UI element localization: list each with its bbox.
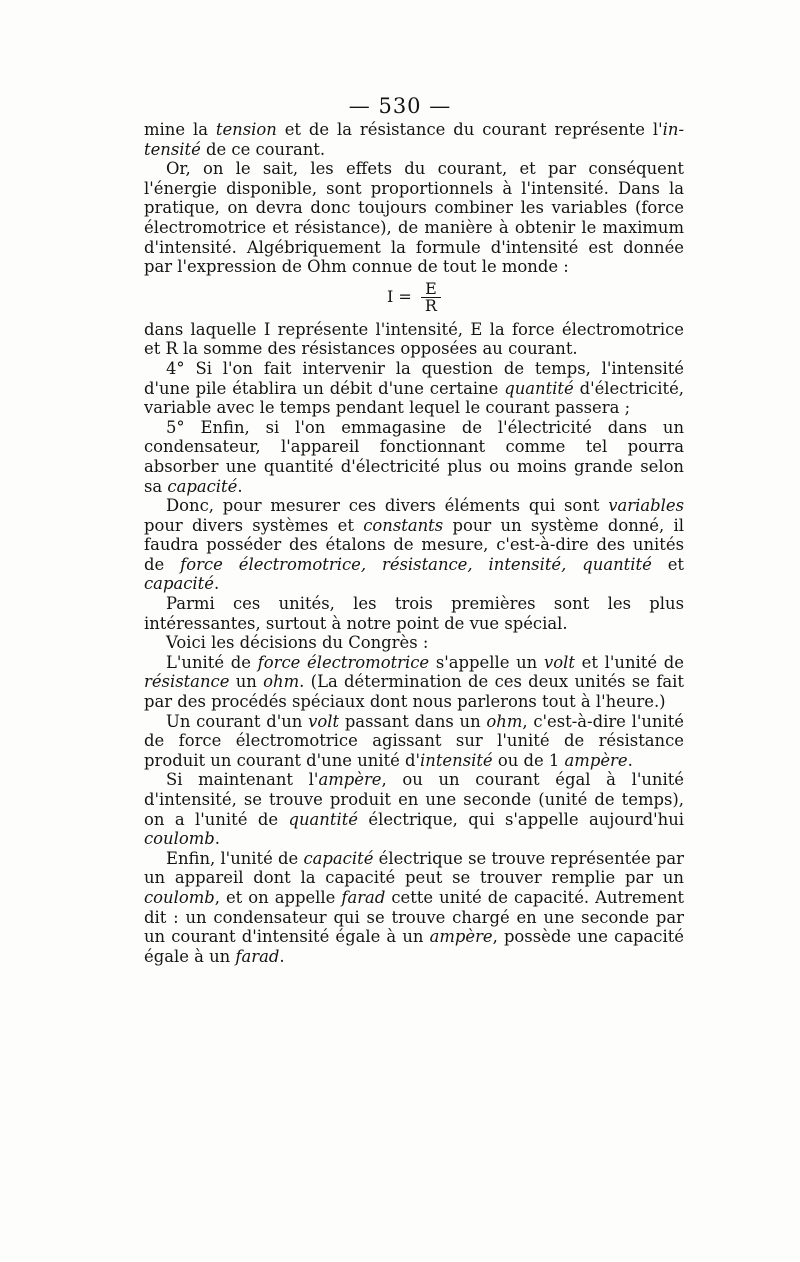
text-run: . (La détermination de ces deux unités se fait par des procédés spéciaux dont nous parlerons tout à l'heure.) bbox=[144, 672, 684, 712]
paragraph-p1 bbox=[144, 120, 684, 159]
text-run: Voici les décisions du Congrès : bbox=[166, 633, 429, 653]
italic-term: résistance bbox=[144, 672, 230, 692]
text-run: Si maintenant l' bbox=[166, 770, 319, 790]
page-body bbox=[144, 120, 684, 966]
paragraph-p10 bbox=[144, 712, 684, 771]
text-run: . bbox=[237, 476, 243, 496]
text-run: , et on appelle bbox=[214, 887, 342, 907]
text-run: . bbox=[213, 574, 220, 594]
text-run: 5° Enfin, si l'on emmagasine de l'électricité dans un condensateur, l'appareil fonctionnant comme tel pourra absorber une quantité d'électricité plus ou moins grande selon sa bbox=[144, 417, 684, 496]
text-run: L'unité de bbox=[166, 652, 258, 672]
italic-term: constants bbox=[363, 515, 444, 535]
italic-term: force électromotrice, résistance, intensité, quantité bbox=[180, 554, 652, 574]
text-after-formula bbox=[144, 320, 684, 967]
italic-term: ohm bbox=[486, 711, 523, 731]
text-run: pour un système donné, il faudra posséder des étalons de mesure, c'est-à-dire des unités de bbox=[144, 515, 685, 574]
text-run: Parmi ces unités, les trois premières sont les plus intéressantes, surtout à notre point de vue spécial. bbox=[144, 594, 684, 633]
text-run: dans laquelle I représente l'intensité, E la force électromotrice et R la somme des résistances opposées au courant. bbox=[144, 319, 684, 359]
text-run: s'appelle un bbox=[429, 652, 544, 672]
italic-term: ampère bbox=[318, 770, 382, 790]
paragraph-p12 bbox=[144, 849, 684, 967]
italic-term: farad bbox=[235, 946, 280, 966]
text-run: , possède une capacité égale à un bbox=[144, 927, 684, 966]
text-run: . bbox=[279, 946, 285, 966]
text-run: un bbox=[229, 672, 264, 692]
paragraph-p11 bbox=[144, 770, 684, 848]
italic-term: quantité bbox=[504, 378, 574, 398]
italic-term: intensité bbox=[420, 750, 493, 770]
paragraph-p8 bbox=[144, 633, 684, 653]
italic-term: force électromotrice bbox=[257, 652, 430, 672]
italic-term: volt bbox=[308, 711, 340, 731]
text-run: cette unité de capacité. Autrement dit : un condensateur qui se trouve chargé en une seconde par un courant d'intensité égale à un bbox=[144, 887, 685, 947]
text-run: Donc, pour mesurer ces divers éléments qui sont bbox=[166, 496, 609, 516]
italic-term: ampère bbox=[564, 750, 628, 770]
text-run: mine la bbox=[144, 120, 216, 139]
text-run: . bbox=[214, 829, 220, 849]
text-run: Enfin, l'unité de bbox=[166, 848, 304, 868]
text-run: de ce courant. bbox=[200, 139, 326, 159]
paragraph-p6 bbox=[144, 496, 684, 594]
italic-term: coulomb bbox=[144, 887, 215, 907]
italic-term: ampère bbox=[429, 927, 493, 947]
text-run: électrique se trouve représentée par un appareil dont la capacité peut se trouver remplie par un bbox=[144, 848, 684, 888]
paragraph-p2 bbox=[144, 159, 684, 277]
italic-term: variables bbox=[608, 496, 684, 516]
text-run: passant dans un bbox=[339, 711, 487, 731]
text-run: . bbox=[627, 750, 633, 770]
text-run: électrique, qui s'appelle aujourd'hui bbox=[357, 809, 684, 829]
paragraph-p3 bbox=[144, 320, 684, 359]
page-number: — 530 — bbox=[348, 94, 452, 118]
text-run: Un courant d'un bbox=[166, 711, 309, 731]
formula-fraction bbox=[421, 278, 441, 315]
italic-term: capacité bbox=[144, 574, 214, 594]
formula-denominator: R bbox=[424, 295, 437, 315]
italic-term: quantité bbox=[288, 809, 358, 829]
paragraph-p9 bbox=[144, 653, 684, 712]
formula-numerator: E bbox=[421, 281, 441, 298]
ohm-formula bbox=[144, 278, 684, 315]
text-run: 4° Si l'on fait intervenir la question de temps, l'intensité d'une pile établira un débit d'une certaine bbox=[144, 358, 684, 398]
italic-term: ohm bbox=[263, 672, 300, 692]
paragraph-p7 bbox=[144, 594, 684, 633]
text-run: pour divers systèmes et bbox=[144, 515, 364, 535]
italic-term: capacité bbox=[303, 848, 374, 868]
italic-term: farad bbox=[341, 887, 386, 907]
paragraph-p5 bbox=[144, 418, 684, 496]
text-run: , ou un courant égal à l'unité d'intensité, se trouve produit en une seconde (unité de temps), on a l'unité de bbox=[144, 770, 684, 829]
italic-term: capacité bbox=[167, 476, 238, 496]
text-run: et de la résistance du courant représente l' bbox=[276, 120, 663, 139]
text-run: , c'est-à-dire l'unité de force électromotrice agissant sur l'unité de résistance produit un courant d'une unité d' bbox=[144, 711, 684, 770]
paragraph-p4 bbox=[144, 359, 684, 418]
text-run: et bbox=[651, 554, 685, 574]
text-run: d'électricité, variable avec le temps pendant lequel le courant passera ; bbox=[144, 378, 684, 418]
italic-term: coulomb bbox=[144, 829, 215, 849]
text-before-formula bbox=[144, 120, 684, 277]
formula-lhs: I = bbox=[387, 287, 412, 307]
italic-term: tension bbox=[215, 120, 277, 139]
text-run: Or, on le sait, les effets du courant, et par conséquent l'énergie disponible, sont proportionnels à l'intensité. Dans la pratique, on devra donc toujours combiner les variables (force électromotrice et résistance), de manière à obtenir le maximum d'intensité. Algébriquement la formule d'intensité est donnée par l'expression de Ohm connue de tout le monde : bbox=[144, 159, 684, 277]
italic-term: volt bbox=[543, 652, 575, 672]
italic-term: in-tensité bbox=[144, 120, 684, 159]
text-run: et l'unité de bbox=[574, 652, 684, 672]
text-run: ou de 1 bbox=[492, 750, 565, 770]
